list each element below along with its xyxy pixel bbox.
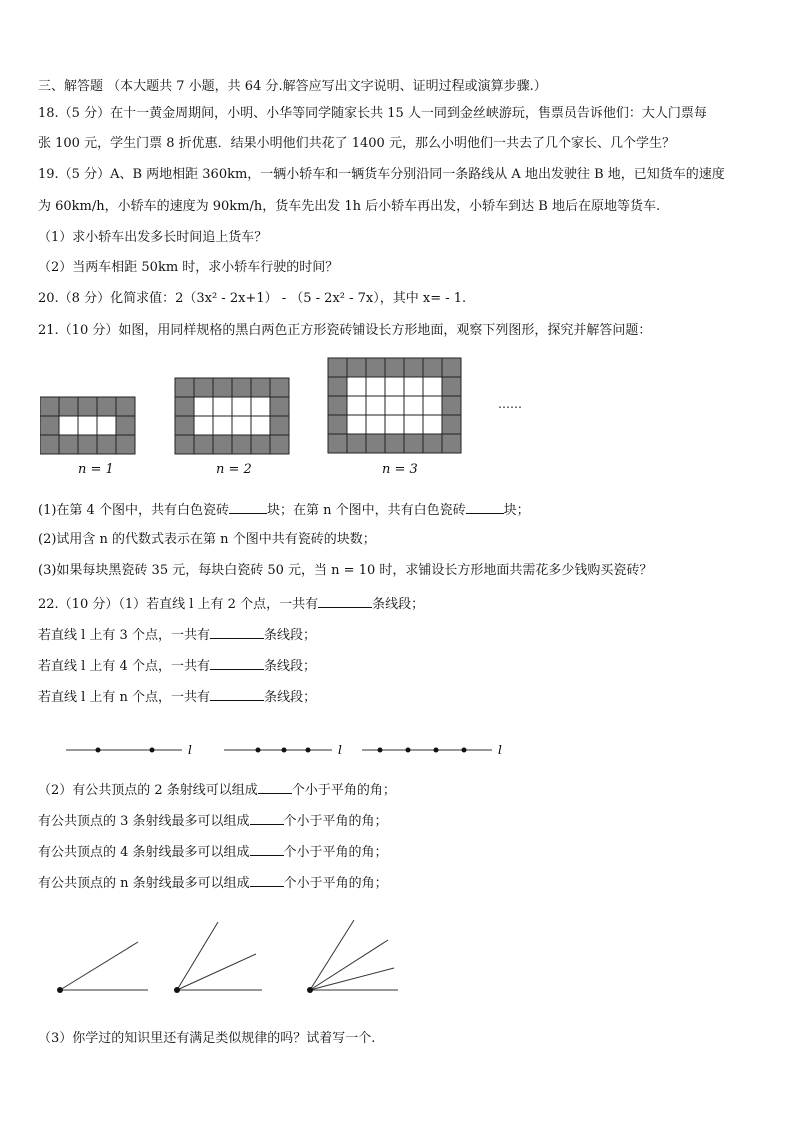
q19-part-2: （2）当两车相距 50km 时，求小轿车行驶的时间？ xyxy=(38,260,339,275)
black-tile xyxy=(328,415,347,434)
q19-line-1: 19.（5 分）A、B 两地相距 360km，一辆小轿车和一辆货车分别沿同一条路线从 A 地出发驶往 B 地，已知货车的速度 xyxy=(38,167,725,182)
white-tile xyxy=(194,397,213,416)
q18-line-1: 18.（5 分）在十一黄金周期间，小明、小华等同学随家长共 15 人一同到金丝峡游玩，售票员告诉他们：大人门票每 xyxy=(38,106,707,121)
black-tile xyxy=(385,358,404,377)
black-tile xyxy=(423,434,442,453)
black-tile xyxy=(40,416,59,435)
q19-line-2: 为 60km/h，小轿车的速度为 90km/h，货车先出发 1h 后小轿车再出发，小轿车到达 B 地后在原地等货车. xyxy=(38,199,661,214)
q18-line-2: 张 100 元，学生门票 8 折优惠．结果小明他们共花了 1400 元，那么小明他们一共去了几个家长、几个学生？ xyxy=(38,136,675,151)
black-tile xyxy=(347,434,366,453)
black-tile xyxy=(328,377,347,396)
white-tile xyxy=(404,377,423,396)
white-tile xyxy=(251,397,270,416)
white-tile xyxy=(194,416,213,435)
black-tile xyxy=(385,434,404,453)
white-tile xyxy=(251,416,270,435)
white-tile xyxy=(347,377,366,396)
line-label: l xyxy=(498,743,502,757)
white-tile xyxy=(423,377,442,396)
black-tile xyxy=(404,358,423,377)
q22-line-4: 若直线 l 上有 n 个点，一共有 条线段； xyxy=(38,687,316,707)
answer-blank[interactable] xyxy=(258,780,292,794)
section-header: 三、解答题 （本大题共 7 小题，共 64 分.解答应写出文字说明、证明过程或演算步骤.） xyxy=(38,79,547,94)
white-tile xyxy=(366,415,385,434)
ray-figures xyxy=(50,912,430,1002)
q22-line-2: 若直线 l 上有 3 个点，一共有 条线段； xyxy=(38,625,316,645)
caption-n2: n = 2 xyxy=(216,462,252,477)
line-segment-figures xyxy=(60,738,520,762)
white-tile xyxy=(385,377,404,396)
q22-angle-1: （2）有公共顶点的 2 条射线可以组成 个小于平角的角； xyxy=(38,780,396,800)
black-tile xyxy=(251,378,270,397)
answer-blank[interactable] xyxy=(210,656,264,670)
caption-n1: n = 1 xyxy=(78,462,114,477)
black-tile xyxy=(175,378,194,397)
white-tile xyxy=(232,397,251,416)
black-tile xyxy=(232,378,251,397)
black-tile xyxy=(423,358,442,377)
line-label: l xyxy=(338,743,342,757)
white-tile xyxy=(213,416,232,435)
white-tile xyxy=(385,415,404,434)
q22-angle-3: 有公共顶点的 4 条射线最多可以组成 个小于平角的角； xyxy=(38,842,388,862)
black-tile xyxy=(78,397,97,416)
black-tile xyxy=(347,358,366,377)
black-tile xyxy=(40,397,59,416)
black-tile xyxy=(270,378,289,397)
q22-angle-4: 有公共顶点的 n 条射线最多可以组成 个小于平角的角； xyxy=(38,873,388,893)
black-tile xyxy=(97,435,116,454)
black-tile xyxy=(442,396,461,415)
black-tile xyxy=(40,435,59,454)
black-tile xyxy=(442,434,461,453)
black-tile xyxy=(328,434,347,453)
white-tile xyxy=(59,416,78,435)
q20-line: 20.（8 分）化简求值：2（3x² - 2x+1） - （5 - 2x² - 7x），其中 x= - 1. xyxy=(38,291,467,306)
white-tile xyxy=(423,396,442,415)
black-tile xyxy=(213,378,232,397)
black-tile xyxy=(175,435,194,454)
black-tile xyxy=(366,434,385,453)
black-tile xyxy=(366,358,385,377)
black-tile xyxy=(59,397,78,416)
white-tile xyxy=(78,416,97,435)
black-tile xyxy=(232,435,251,454)
white-tile xyxy=(423,415,442,434)
q22-line-1: 22.（10 分）（1）若直线 l 上有 2 个点，一共有 条线段； xyxy=(38,594,424,614)
black-tile xyxy=(116,416,135,435)
black-tile xyxy=(328,396,347,415)
white-tile xyxy=(385,396,404,415)
answer-blank[interactable] xyxy=(250,873,284,887)
q22-part-3: （3）你学过的知识里还有满足类似规律的吗？试着写一个. xyxy=(38,1031,376,1046)
q21-stem: 21.（10 分）如图，用同样规格的黑白两色正方形瓷砖铺设长方形地面，观察下列图形，探究并解答问题： xyxy=(38,323,652,338)
black-tile xyxy=(97,397,116,416)
white-tile xyxy=(366,396,385,415)
black-tile xyxy=(442,415,461,434)
q19-part-1: （1）求小轿车出发多长时间追上货车？ xyxy=(38,230,268,245)
q22-angle-2: 有公共顶点的 3 条射线最多可以组成 个小于平角的角； xyxy=(38,811,388,831)
black-tile xyxy=(270,397,289,416)
q22-line-3: 若直线 l 上有 4 个点，一共有 条线段； xyxy=(38,656,316,676)
black-tile xyxy=(442,377,461,396)
q21-part-1: (1)在第 4 个图中，共有白色瓷砖 块；在第 n 个图中，共有白色瓷砖 块； xyxy=(38,500,530,520)
white-tile xyxy=(404,396,423,415)
line-label: l xyxy=(188,743,192,757)
white-tile xyxy=(347,396,366,415)
black-tile xyxy=(270,416,289,435)
black-tile xyxy=(442,358,461,377)
black-tile xyxy=(194,435,213,454)
white-tile xyxy=(404,415,423,434)
answer-blank[interactable] xyxy=(229,500,267,514)
black-tile xyxy=(175,416,194,435)
white-tile xyxy=(366,377,385,396)
answer-blank[interactable] xyxy=(210,687,264,701)
ellipsis: …… xyxy=(498,397,522,411)
black-tile xyxy=(194,378,213,397)
white-tile xyxy=(97,416,116,435)
black-tile xyxy=(59,435,78,454)
black-tile xyxy=(270,435,289,454)
black-tile xyxy=(213,435,232,454)
caption-n3: n = 3 xyxy=(382,462,418,477)
answer-blank[interactable] xyxy=(318,594,372,608)
black-tile xyxy=(116,435,135,454)
white-tile xyxy=(347,415,366,434)
answer-blank[interactable] xyxy=(466,500,504,514)
black-tile xyxy=(251,435,270,454)
black-tile xyxy=(328,358,347,377)
black-tile xyxy=(78,435,97,454)
q21-part-2: (2)试用含 n 的代数式表示在第 n 个图中共有瓷砖的块数； xyxy=(38,532,376,547)
answer-blank[interactable] xyxy=(250,842,284,856)
black-tile xyxy=(404,434,423,453)
answer-blank[interactable] xyxy=(210,625,264,639)
answer-blank[interactable] xyxy=(250,811,284,825)
q21-part-3: (3)如果每块黑瓷砖 35 元，每块白瓷砖 50 元，当 n = 10 时，求铺设长方形地面共需花多少钱购买瓷砖？ xyxy=(38,563,653,578)
black-tile xyxy=(116,397,135,416)
white-tile xyxy=(232,416,251,435)
tile-figures xyxy=(40,350,560,480)
black-tile xyxy=(175,397,194,416)
white-tile xyxy=(213,397,232,416)
